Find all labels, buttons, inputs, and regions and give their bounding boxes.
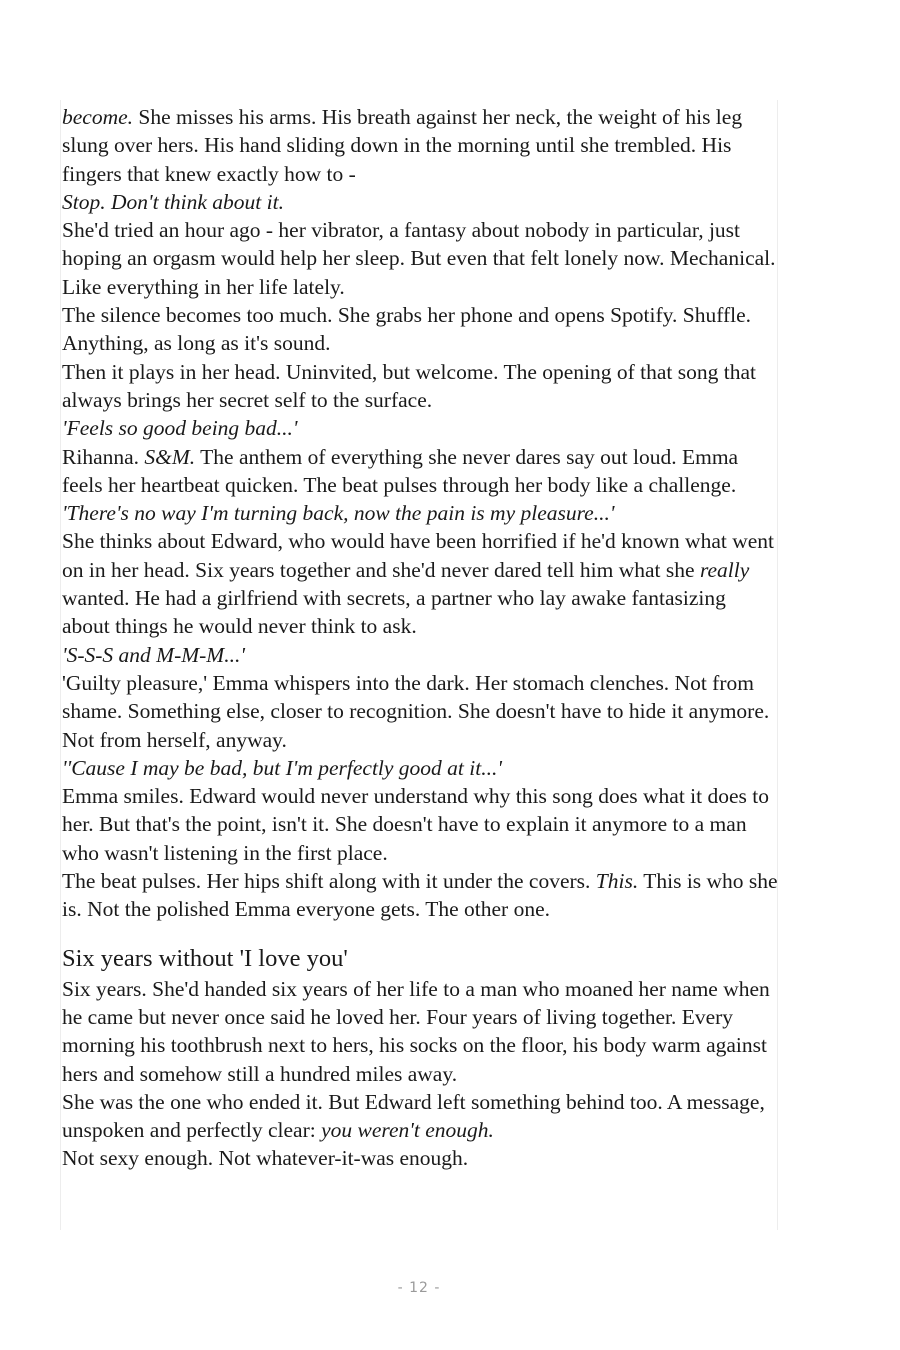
text-run: Not sexy enough. Not whatever-it-was enough. — [62, 1146, 469, 1171]
italic-text: 'Feels so good being bad...' — [62, 416, 298, 441]
section-paragraph-list — [62, 975, 778, 1173]
text-run: 'Guilty pleasure,' Emma whispers into the dark. Her stomach clenches. Not from shame. Something else, closer to recognition. She doesn't have to hide it anymore. Not from herself, anyway. — [62, 670, 770, 752]
paragraph — [62, 975, 778, 1088]
paragraph — [62, 301, 778, 358]
paragraph — [62, 782, 778, 867]
text-run: This is who she is. Not the polished Emma everyone gets. The other one. — [62, 869, 778, 922]
paragraph — [62, 216, 778, 301]
text-run: Rihanna. — [62, 444, 145, 469]
italic-text: really — [699, 557, 750, 582]
text-run: She'd tried an hour ago - her vibrator, a fantasy about nobody in particular, just hoping an orgasm would help her sleep. But even that felt lonely now. Mechanical. Like everything in her life lately. — [62, 218, 776, 299]
italic-text: This. — [595, 869, 639, 894]
text-run: The silence becomes too much. She grabs her phone and opens Spotify. Shuffle. Anything, as long as it's sound. — [62, 303, 752, 356]
text-run: The beat pulses. Her hips shift along with it under the covers. — [62, 869, 596, 894]
paragraph — [62, 358, 778, 415]
paragraph — [62, 103, 778, 188]
text-run: wanted. He had a girlfriend with secrets, a partner who lay awake fantasizing about things he would never think to ask. — [62, 586, 726, 639]
text-run: Emma smiles. Edward would never understand why this song does what it does to her. But that's the point, isn't it. She doesn't have to explain it anymore to a man who wasn't listening in the first place. — [62, 784, 770, 865]
paragraph — [62, 443, 778, 528]
paragraph — [62, 1088, 778, 1145]
text-run: She misses his arms. His breath against her neck, the weight of his leg slung over hers. His hand sliding down in the morning until she trembled. His fingers that knew exactly how to - — [62, 105, 743, 186]
paragraph — [62, 867, 778, 924]
italic-text: S&M. — [144, 444, 196, 469]
page-number: - 12 - — [397, 1280, 441, 1296]
paragraph — [62, 1144, 778, 1172]
paragraph-list — [62, 103, 778, 924]
paragraph — [62, 527, 778, 640]
text-run: She was the one who ended it. But Edward left something behind too. A message, unspoken and perfectly clear: — [62, 1089, 765, 1143]
section-heading: Six years without 'I love you' — [62, 944, 348, 972]
paragraph — [62, 188, 778, 216]
italic-text: 'There's no way I'm turning back, now the pain is my pleasure...' — [62, 501, 615, 526]
paragraph — [62, 414, 778, 442]
text-run: She thinks about Edward, who would have been horrified if he'd known what went on in her head. Six years together and she'd never dared tell him what she — [62, 529, 775, 582]
italic-text: 'S-S-S and M-M-M...' — [62, 642, 245, 667]
italic-text: Stop. Don't think about it. — [62, 189, 284, 214]
italic-text: become. — [62, 105, 134, 129]
paragraph — [62, 641, 778, 669]
italic-text: you weren't enough. — [321, 1118, 494, 1143]
paragraph — [62, 669, 778, 754]
text-run: Then it plays in her head. Uninvited, but welcome. The opening of that song that always brings her secret self to the surface. — [62, 359, 757, 412]
text-run: Six years. She'd handed six years of her life to a man who moaned her name when he came but never once said he loved her. Four years of living together. Every morning his toothbrush next to hers, his socks on the floor, his body warm against hers and somehow still a hundred miles away. — [62, 976, 770, 1086]
text-column — [62, 103, 778, 1173]
paragraph — [62, 754, 778, 782]
italic-text: ''Cause I may be bad, but I'm perfectly good at it...' — [62, 755, 502, 780]
text-run: The anthem of everything she never dares say out loud. Emma feels her heartbeat quicken. The beat pulses through her body like a challenge. — [62, 444, 739, 497]
